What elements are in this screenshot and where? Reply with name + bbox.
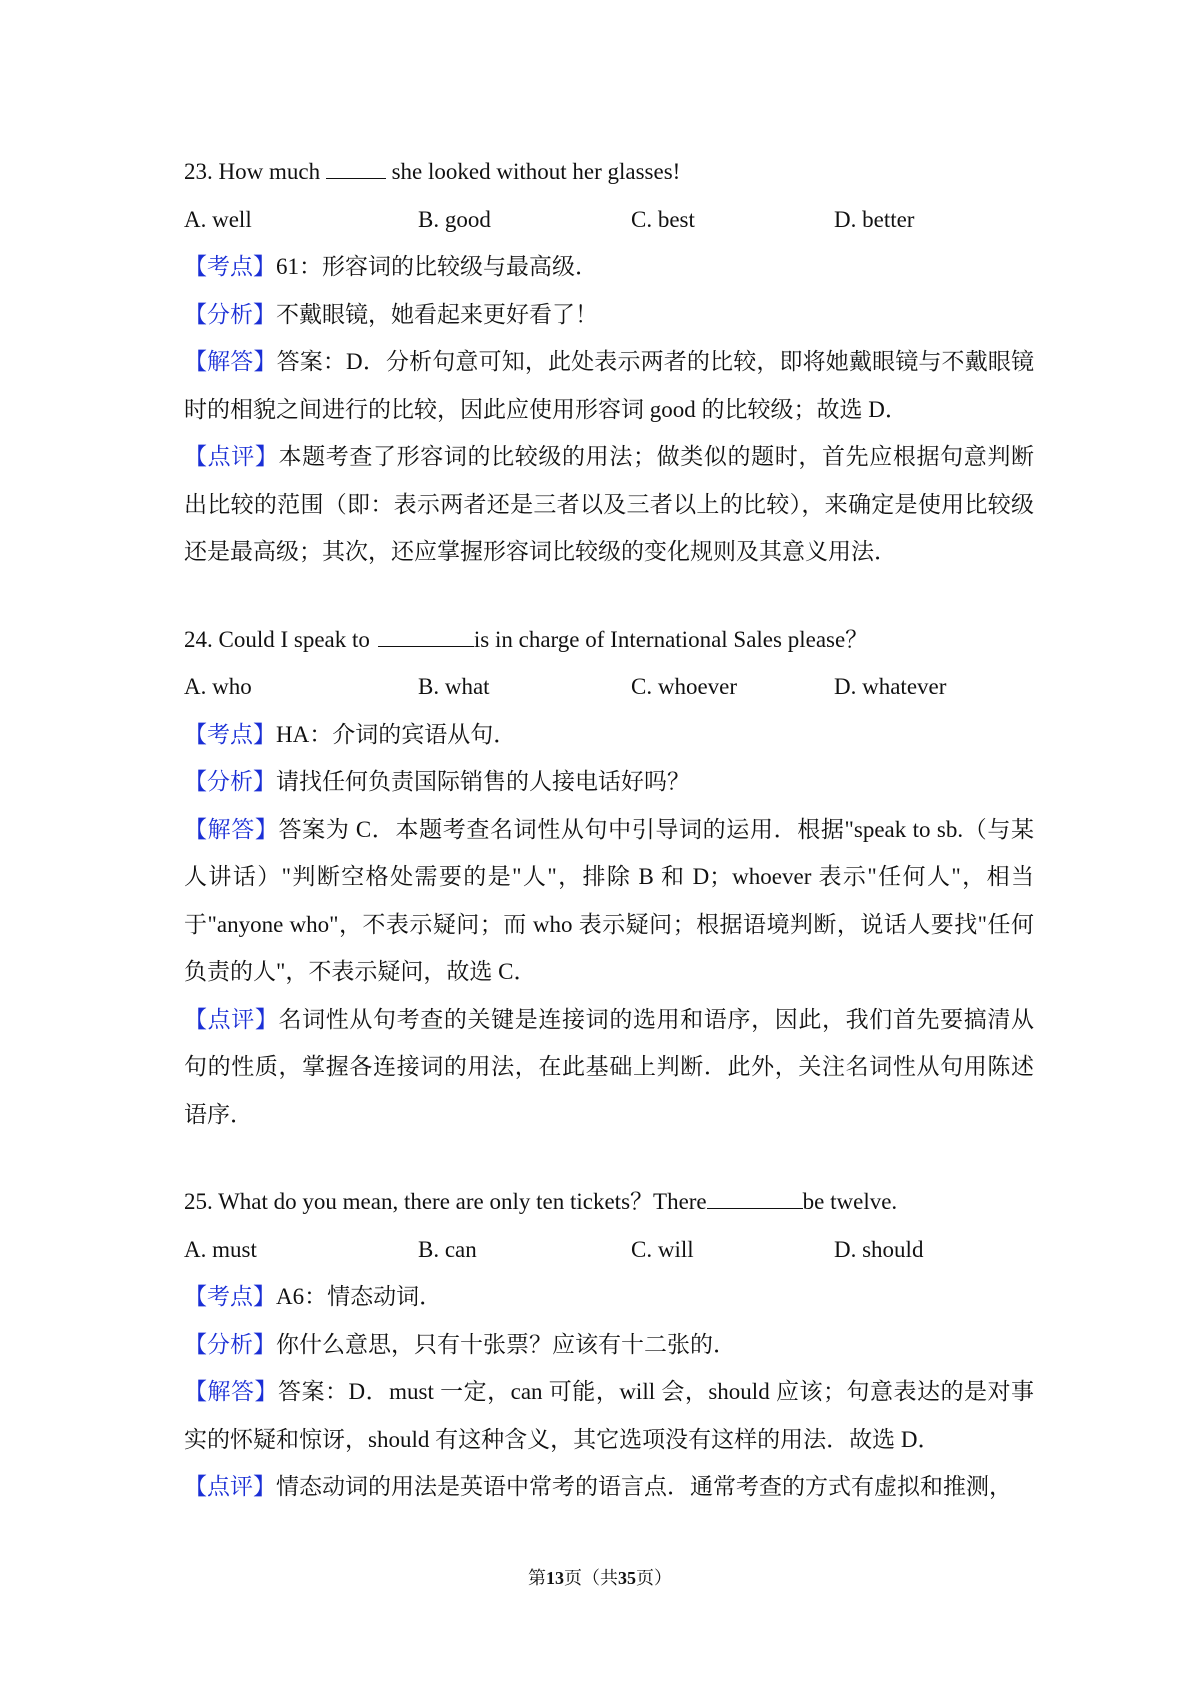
page-footer: 第13页（共35页）: [528, 1568, 672, 1588]
option-d: D. should: [834, 1236, 924, 1262]
question-spacer: [184, 576, 1034, 616]
question-spacer: [184, 1138, 1034, 1178]
jieda-section: 【解答】答案为 C．本题考查名词性从句中引导词的运用．根据"speak to sb.（与某人讲话）"判断空格处需要的是"人"，排除 B 和 D；whoever 表示"任何人"，相当于"anyone who"，不表示疑问；而 who 表示疑问；根据语境判断，说话人要找"任何负责的人"，不表示疑问，故选 C．: [184, 816, 1034, 984]
kaodian-section: 【考点】61：形容词的比较级与最高级．: [184, 254, 598, 279]
option-c: C. best: [631, 206, 695, 232]
question-stem: 24. Could I speak to is in charge of International Sales please？: [184, 626, 869, 652]
jieda-tag: 【解答】: [184, 816, 279, 842]
jieda-tag: 【解答】: [184, 349, 277, 374]
answer-blank: [378, 627, 474, 647]
fenxi-section: 【分析】你什么意思，只有十张票？应该有十二张的．: [184, 1331, 736, 1357]
option-a: A. must: [184, 1236, 257, 1262]
total-pages: 35: [618, 1568, 636, 1588]
kaodian-tag: 【考点】: [184, 254, 276, 279]
question-stem: 23. How much she looked without her glasses!: [184, 159, 681, 184]
question-23: [184, 148, 1034, 576]
question-24: [184, 616, 1034, 1139]
dianping-section: 【点评】情态动词的用法是英语中常考的语言点．通常考查的方式有虚拟和推测，: [184, 1474, 1012, 1499]
question-25: [184, 1178, 1034, 1511]
answer-blank: [326, 159, 386, 179]
page-content: [184, 148, 1034, 1511]
option-b: B. can: [418, 1236, 477, 1262]
kaodian-tag: 【考点】: [184, 721, 276, 747]
option-c: C. will: [631, 1236, 694, 1262]
option-a: A. who: [184, 674, 252, 699]
jieda-section: 【解答】答案：D．must 一定，can 可能，will 会，should 应该；句意表达的是对事实的怀疑和惊讶，should 有这种含义，其它选项没有这样的用法．故选 D．: [184, 1379, 1034, 1452]
fenxi-tag: 【分析】: [184, 1331, 276, 1357]
answer-options: [184, 663, 1034, 711]
option-c: C. whoever: [631, 674, 738, 699]
page-number: 13: [546, 1568, 564, 1588]
answer-blank: [707, 1189, 803, 1209]
jieda-tag: 【解答】: [184, 1379, 279, 1404]
kaodian-section: 【考点】A6：情态动词．: [184, 1284, 443, 1309]
kaodian-section: 【考点】HA：介词的宾语从句．: [184, 721, 517, 747]
option-d: D. whatever: [834, 674, 947, 699]
fenxi-section: 【分析】不戴眼镜，她看起来更好看了！: [184, 301, 598, 327]
dianping-section: 【点评】名词性从句考查的关键是连接词的选用和语序，因此，我们首先要搞清从句的性质，掌握各连接词的用法，在此基础上判断．此外，关注名词性从句用陈述语序．: [184, 1006, 1035, 1127]
kaodian-tag: 【考点】: [184, 1284, 276, 1309]
fenxi-tag: 【分析】: [184, 769, 276, 794]
answer-options: [184, 1226, 1034, 1274]
dianping-tag: 【点评】: [184, 1006, 279, 1032]
option-d: D. better: [834, 206, 915, 232]
fenxi-tag: 【分析】: [184, 301, 276, 327]
option-b: B. good: [418, 206, 491, 232]
option-b: B. what: [418, 674, 490, 699]
dianping-tag: 【点评】: [184, 444, 279, 469]
dianping-tag: 【点评】: [184, 1474, 276, 1499]
dianping-section: 【点评】本题考查了形容词的比较级的用法；做类似的题时，首先应根据句意判断出比较的范围（即：表示两者还是三者以及三者以上的比较），来确定是使用比较级还是最高级；其次，还应掌握形容词比较级的变化规则及其意义用法．: [184, 444, 1035, 564]
option-a: A. well: [184, 206, 252, 232]
answer-options: [184, 196, 1034, 244]
question-stem: 25. What do you mean, there are only ten tickets？There be twelve.: [184, 1189, 898, 1214]
jieda-section: 【解答】答案：D．分析句意可知，此处表示两者的比较，即将她戴眼镜与不戴眼镜时的相貌之间进行的比较，因此应使用形容词 good 的比较级；故选 D．: [184, 349, 1034, 422]
fenxi-section: 【分析】请找任何负责国际销售的人接电话好吗？: [184, 769, 690, 794]
